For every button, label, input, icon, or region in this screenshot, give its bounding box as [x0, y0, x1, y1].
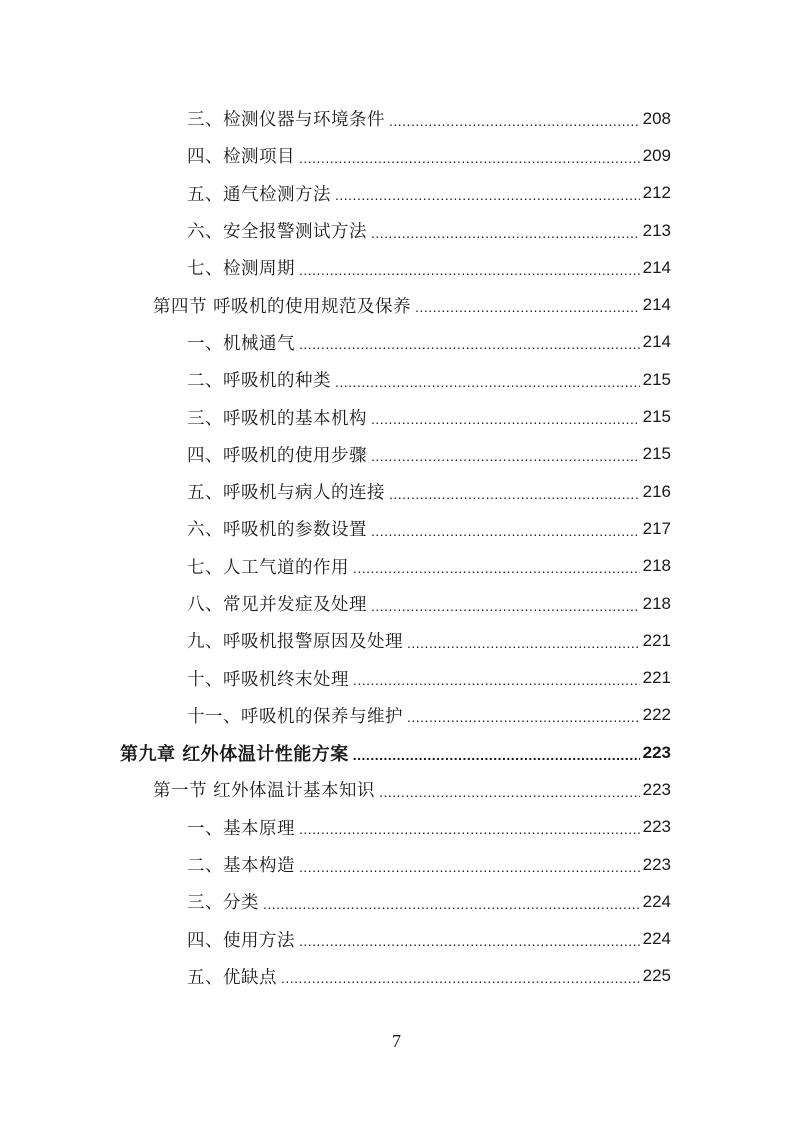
toc-entry-title: 二、基本构造 — [187, 856, 295, 877]
toc-entry-title: 四、呼吸机的使用步骤 — [187, 445, 367, 466]
toc-dot-leader — [299, 821, 640, 839]
toc-entry-page: 224 — [642, 891, 671, 911]
toc-entry[interactable] — [0, 212, 793, 249]
toc-entry-title: 第四节 呼吸机的使用规范及保养 — [153, 296, 412, 317]
toc-entry[interactable] — [0, 100, 793, 137]
toc-entry-title: 一、基本原理 — [187, 818, 295, 839]
toc-entry-title: 三、检测仪器与环境条件 — [187, 110, 385, 131]
toc-section-entry[interactable] — [0, 286, 793, 323]
toc-entry[interactable] — [0, 473, 793, 510]
toc-entry[interactable] — [0, 585, 793, 622]
table-of-contents — [0, 100, 793, 995]
toc-dot-leader — [371, 411, 640, 429]
toc-dot-leader — [299, 933, 640, 951]
toc-entry[interactable] — [0, 958, 793, 995]
toc-entry-title: 五、呼吸机与病人的连接 — [187, 483, 385, 504]
toc-dot-leader — [407, 635, 640, 653]
toc-entry[interactable] — [0, 510, 793, 547]
toc-entry[interactable] — [0, 921, 793, 958]
toc-entry-title: 六、安全报警测试方法 — [187, 222, 367, 243]
toc-entry-title: 八、常见并发症及处理 — [187, 595, 367, 615]
toc-entry-page: 215 — [642, 407, 671, 427]
toc-entry[interactable] — [0, 436, 793, 473]
toc-entry-page: 214 — [642, 332, 671, 352]
toc-entry-page: 218 — [642, 556, 671, 576]
toc-entry-page: 214 — [642, 295, 671, 315]
toc-dot-leader — [299, 859, 640, 877]
toc-entry-page: 222 — [642, 705, 671, 725]
toc-entry-title: 四、使用方法 — [187, 930, 295, 951]
toc-entry-title: 七、人工气道的作用 — [187, 557, 349, 578]
toc-entry-title: 五、优缺点 — [187, 967, 277, 988]
toc-entry[interactable] — [0, 548, 793, 585]
toc-dot-leader — [407, 709, 640, 727]
toc-entry-page: 209 — [642, 145, 671, 165]
toc-entry-title: 三、分类 — [187, 893, 259, 914]
toc-entry[interactable] — [0, 846, 793, 883]
toc-entry-page: 224 — [642, 929, 671, 949]
toc-entry-page: 223 — [642, 742, 671, 762]
toc-entry[interactable] — [0, 175, 793, 212]
toc-entry-page: 216 — [642, 481, 671, 501]
toc-entry-title: 五、通气检测方法 — [187, 184, 331, 205]
toc-entry-page: 218 — [642, 593, 671, 613]
toc-dot-leader — [371, 448, 640, 466]
toc-dot-leader — [299, 336, 640, 354]
toc-entry-page: 208 — [642, 108, 671, 128]
toc-chapter-entry[interactable] — [0, 734, 793, 771]
toc-entry[interactable] — [0, 809, 793, 846]
page-number: 7 — [392, 1031, 401, 1051]
toc-entry[interactable] — [0, 137, 793, 174]
toc-entry-page: 221 — [642, 630, 671, 650]
toc-entry-page: 217 — [642, 518, 671, 538]
toc-section-entry[interactable] — [0, 771, 793, 808]
toc-entry-title: 七、检测周期 — [187, 259, 295, 280]
toc-dot-leader — [389, 486, 640, 504]
toc-entry[interactable] — [0, 398, 793, 435]
toc-entry-page: 225 — [642, 966, 671, 986]
toc-dot-leader — [299, 150, 640, 168]
toc-entry-page: 223 — [642, 779, 671, 799]
toc-entry-title: 十一、呼吸机的保养与维护 — [187, 706, 403, 727]
toc-dot-leader — [371, 225, 640, 243]
toc-entry-page: 223 — [642, 817, 671, 837]
toc-entry[interactable] — [0, 659, 793, 696]
toc-dot-leader — [281, 970, 640, 988]
toc-entry[interactable] — [0, 324, 793, 361]
toc-dot-leader — [299, 262, 640, 280]
toc-entry-title: 二、呼吸机的种类 — [187, 371, 331, 392]
toc-entry-title: 十、呼吸机终末处理 — [187, 669, 349, 690]
toc-dot-leader — [353, 560, 640, 578]
toc-dot-leader — [263, 896, 640, 914]
toc-dot-leader — [379, 784, 640, 802]
toc-entry-page: 221 — [642, 668, 671, 688]
toc-dot-leader — [389, 113, 640, 131]
toc-entry-title: 三、呼吸机的基本机构 — [187, 408, 367, 429]
toc-entry[interactable] — [0, 249, 793, 286]
toc-entry-page: 212 — [642, 183, 671, 203]
toc-entry-page: 215 — [642, 369, 671, 389]
toc-entry-title: 第九章 红外体温计性能方案 — [120, 743, 349, 765]
toc-entry[interactable] — [0, 361, 793, 398]
toc-entry-title: 第一节 红外体温计基本知识 — [153, 781, 376, 802]
toc-entry[interactable] — [0, 622, 793, 659]
toc-dot-leader — [371, 523, 640, 541]
toc-dot-leader — [335, 374, 640, 392]
toc-entry-title: 四、检测项目 — [187, 147, 295, 168]
toc-dot-leader — [335, 187, 640, 205]
toc-dot-leader — [415, 299, 640, 317]
toc-entry[interactable] — [0, 883, 793, 920]
toc-entry-title: 六、呼吸机的参数设置 — [187, 520, 367, 541]
toc-entry-page: 213 — [642, 220, 671, 240]
toc-dot-leader — [353, 672, 640, 690]
toc-dot-leader — [371, 598, 640, 616]
toc-dot-leader — [353, 747, 640, 765]
toc-entry-page: 223 — [642, 854, 671, 874]
toc-entry-page: 215 — [642, 444, 671, 464]
toc-entry-page: 214 — [642, 257, 671, 277]
toc-entry[interactable] — [0, 697, 793, 734]
toc-entry-title: 一、机械通气 — [187, 333, 295, 354]
toc-entry-title: 九、呼吸机报警原因及处理 — [187, 632, 403, 653]
